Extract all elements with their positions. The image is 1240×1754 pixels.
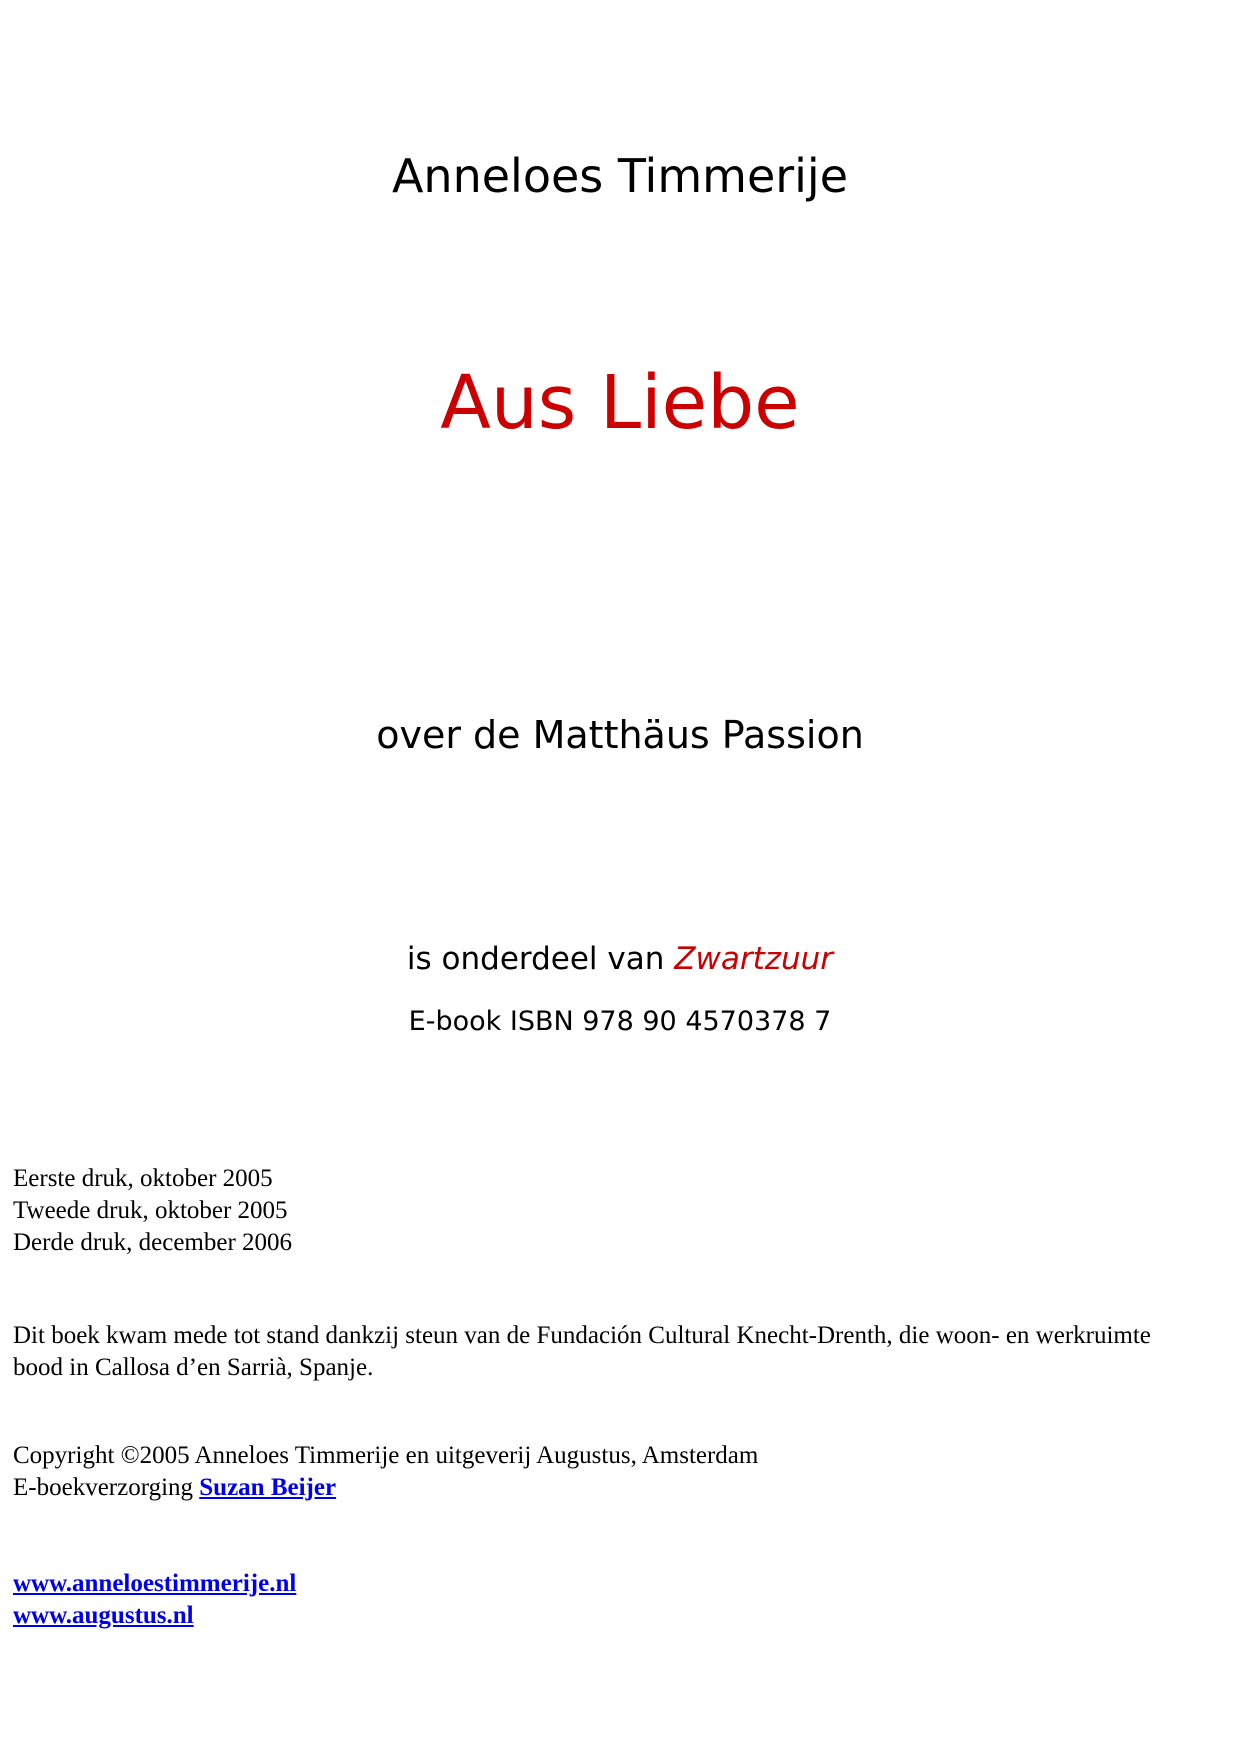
series-name: Zwartzuur [674,941,834,977]
edition-item: Derde druk, december 2006 [13,1229,293,1256]
ebook-credit [13,1472,336,1504]
series-prefix: is onderdeel van [406,941,665,977]
author-name: Anneloes Timmerije [391,149,849,203]
book-title: Aus Liebe [440,360,800,446]
edition-item: Tweede druk, oktober 2005 [13,1197,288,1224]
publisher-website-link[interactable]: www.augustus.nl [13,1602,194,1629]
copyright: Copyright ©2005 Anneloes Timmerije en uitgeverij Augustus, Amsterdam [13,1442,759,1469]
edition-list [13,1163,292,1259]
series-line [0,938,1240,980]
ebook-credit-link[interactable]: Suzan Beijer [199,1474,337,1501]
author-website-link[interactable]: www.anneloestimmerije.nl [13,1570,297,1597]
edition-item: Eerste druk, oktober 2005 [13,1165,273,1192]
book-subtitle: over de Matthäus Passion [376,713,864,757]
website-links [13,1568,296,1632]
isbn: E-book ISBN 978 90 4570378 7 [408,1006,832,1037]
ebook-credit-label: E-boekverzorging [13,1474,194,1501]
support-text: Dit boek kwam mede tot stand dankzij steun van de Fundación Cultural Knecht-Drenth, die woon- en werkruimte bood in Callosa d’en Sarrià, Spanje. [13,1322,1151,1381]
